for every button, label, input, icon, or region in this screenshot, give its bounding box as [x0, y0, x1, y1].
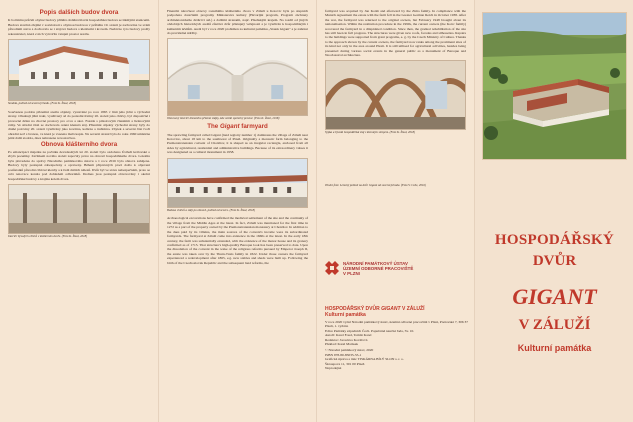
- granary-photo: [325, 60, 466, 130]
- imprint: HOSPODÁŘSKÝ DVŮR GIGANT V ZÁLUŽÍ Kulturní památka V roce 2020 vydal Národní památkový ústav, územní odborné pracoviště v Plzni, Prešovská 7, 306 37 Plzeň, 1. vydání. Edice Památky západních Čech. Populárně naučná řada, Sv. 10. Autoři: Karel Foud, Tomáš Karel Redaktor: Jaroslava Kovářová Překlad: Karel Matásek © Národní památkový ústav, 2020 ISBN 978-80-85035-55-1 Grafická úprava a tisk: TISKÁRNA BÍLÝ SLON s. r. o. Škroupova 11, 301 00 Plzeň Neprodejné: [325, 306, 471, 370]
- heading-renovation: Obnova klášterního dvora: [40, 140, 118, 148]
- caption: Interiér bývalých chlévů v klášterním dvoře. (Foto K. Žizal, 2018): [8, 233, 88, 238]
- cover-title-gigant: GIGANT: [512, 284, 597, 309]
- panel-2: [158, 0, 316, 422]
- vaulted-hall-photo: [167, 38, 308, 116]
- stable-building-photo: [167, 158, 308, 208]
- cover-title-line4: V ZÁLUŽÍ: [518, 317, 591, 333]
- cover-panel: [474, 0, 633, 422]
- barn-photo: [8, 39, 150, 101]
- cover-title-line1: HOSPODÁŘSKÝ: [494, 232, 615, 248]
- imprint-title: HOSPODÁŘSKÝ DVŮR GIGANT V ZÁLUŽÍ Kulturní památka: [325, 306, 425, 318]
- heading-english: The Gigant farmyard: [207, 123, 268, 131]
- stable-interior-photo: [8, 184, 150, 234]
- caption: Sýpka a bývalá hospodářská stáj s klenutým stropem. (Foto K. Žizal, 2018): [325, 130, 416, 135]
- institution-logo: NÁRODNÍ PAMÁTKOVÝ ÚSTAV ÚZEMNÍ ODBORNÉ PRACOVIŠTĚ V PLZNI: [325, 261, 465, 277]
- caption: Titulní foto: Letecký pohled na dvůr Gigant od severovýchodu. (Foto V. Cebe, 2016): [325, 183, 426, 188]
- caption: Budova chlévů a stájí po obnově, pohled od severu. (Foto K. Žizal, 2018): [167, 207, 255, 212]
- aerial-photo: [482, 12, 627, 160]
- panel-1: [0, 0, 158, 422]
- paragraph: Po emancipaci majetku na počátku devadesátých let 20. století bylo ozdobeno Ústředí královské o zbylá pozemky. Začátkem nového století započaly práce na obnově hospodářského dvora. Lokalita byla převedena do správy Národního památkového ústavu a v roce 2016 byla obnova zahájena. Budovy byly postupně zabezpečeny a opraveny. Během přípravných prací došlo k objevení pozůstatků původní cihlové klenby a k řadě dalších nálezů. Dvůr byl ve stavu nebezpečném, proto se celá renovace konala pod dohledem odborníků. Dodnes jsou postupně obnovovány i okolní hospodářské budovy a krajina kolem dvora.: [8, 150, 150, 181]
- paragraph: Finanční náročnost obnovy rozsáhlého klášterního dvora v Záluží u Kotovic byla po stupních podpořena dotačními programy Ministerstva kultury (Havarijní program, Program záchrany architektonického dědictví atd.) a dalšími stranami, např. Plzeňským krajem. Na rozdíl od jiných obdobných historických areálů zůstává dvůr přístupný veřejnosti a je využíván k hospodářským i kulturním účelům. Areál byl v roce 2020 prohlášen za kulturní památku „Statek Gigant" a je zahrnut do pravidelné údržby.: [167, 9, 308, 36]
- caption: Obnovený interiér klenutého přízemí stájky, kde vznikl společný prostor. (Foto K. Žizal, 2018): [167, 116, 280, 121]
- paragraph: Archaeological excavations have confirmed the medieval settlement of the site and the continuity of the village from the Middle Ages at the latest. In fact, Záluží was mentioned for the first time in 1272 as a part of the property owned by the Premonstratensian monastery at Chotěšov. In addition to the dues paid by its villeins, the main sources of the convent's income were its subordinated farmyards. The farmyard at Záluží came into existence in the 1660s at the latest. In the early 18th century, the farm was substantially extended, with the existence of the manor house and its granary confirmed as of 1715. That structure's high-quality Baroque look has been preserved to date. Upon the dissolution of the convent in the wake of the religious reforms pursued by Emperor Joseph II, the estate was taken over by the Thurn-Taxis family in 1822. Under those owners the farmyard experienced a redevelopment after 1865, e.g. new stables and sheds were built up. Following the birth of the Czechoslovak Republic and the subsequent land reforms, the: [167, 216, 309, 265]
- paragraph: The sprawling farmyard called Gigant (land registry number 1) dominates the village of Záluží near Kotovice, about 18 km to the southwest of Plzeň. Originally a monastic farm belonging to the Premonstratensian convent of Chotěšov, it is shaped as an irregular rectangle, enclosed from all sides by agricultural, residential and administrative buildings. Because of its extraordinary values it was designated as a cultural monument in 1958.: [167, 132, 308, 155]
- paragraph: Současnou podobu přízemní areálu objekty, vystavěné po roce 1865 v linii jeho jižní a východní strany. Obsahují jižní trakt, využívaný až do poslední třetiny 20. století jako chlévy, byl dispozičně i provozně dělen na chovné prostory pro ovce a skot. Fasáda s pilastrovým členěním a lizénovými rámy. Ve střední části se dochovala cenná klenutá stáj. Přízemní objekty východní strany byly do druhé poloviny 20. století využívány jako kovárna, kolárna a truhlárna. Zbytek a severní část tvoří ohradní zeď s branou, ve které je vsazena malá kaple. Na severní straně byla do roku 1960 umístěna ještě další stodola, dnes nahrazena novostavbou.: [8, 109, 150, 141]
- panel-3: [316, 0, 474, 422]
- paragraph: farmyard was acquired by Jan Kotěš and afterward by the Zima family. In compliance with the Munich Agreement the estate with the farm fell in the Greater German Reich in October 1938. After the war, the farmyard was returned to the original owners, but February 1948 brought about its nationalisation. Within the restitution procedure in the 1990s, the current owners (the Kotrc family) recovered the farmyard in a dilapidated condition. Since then, the gradual rehabilitation of the site has still been in full progress. The structures were given new roofs, facades and silhouettes. Repairs to the buildings were supported from grant programs, e. g. by the Czech Ministry of Culture. Thanks to the approach shown by the current owners, the farmyard now ranks among the prominent sites of its kind not only in the area around Plzeň. It is still utilised for agricultural activities, besides being presented during various social events in the general public as a monument of Baroque and Neoclassical architecture.: [325, 9, 466, 58]
- heading-other-buildings: Popis dalších budov dvora: [39, 9, 119, 16]
- cover-subtitle: Kulturní památka: [517, 343, 592, 353]
- paragraph: K bočnímu průčelí obytné budovy přiléhá obdélná hlavní hospodářská budova se šikmými stanicemi. Budova stavěná zřejmě v souvislosti s obytnou budovou v průběhu 19. století je zachována ve svém původním stavu a dochovala se i stájová budova s klenbami i krovem. Nedávno tyto budovy prošly rekonstrukcí, která z nich vytvořila vstupní prostor areálu.: [8, 18, 150, 36]
- npu-logo-icon: [325, 261, 339, 275]
- caption: Stodola, pohled od severovýchodu. (Foto K. Žizal, 2018): [8, 101, 76, 106]
- cover-title-line2: DVŮR: [532, 253, 577, 269]
